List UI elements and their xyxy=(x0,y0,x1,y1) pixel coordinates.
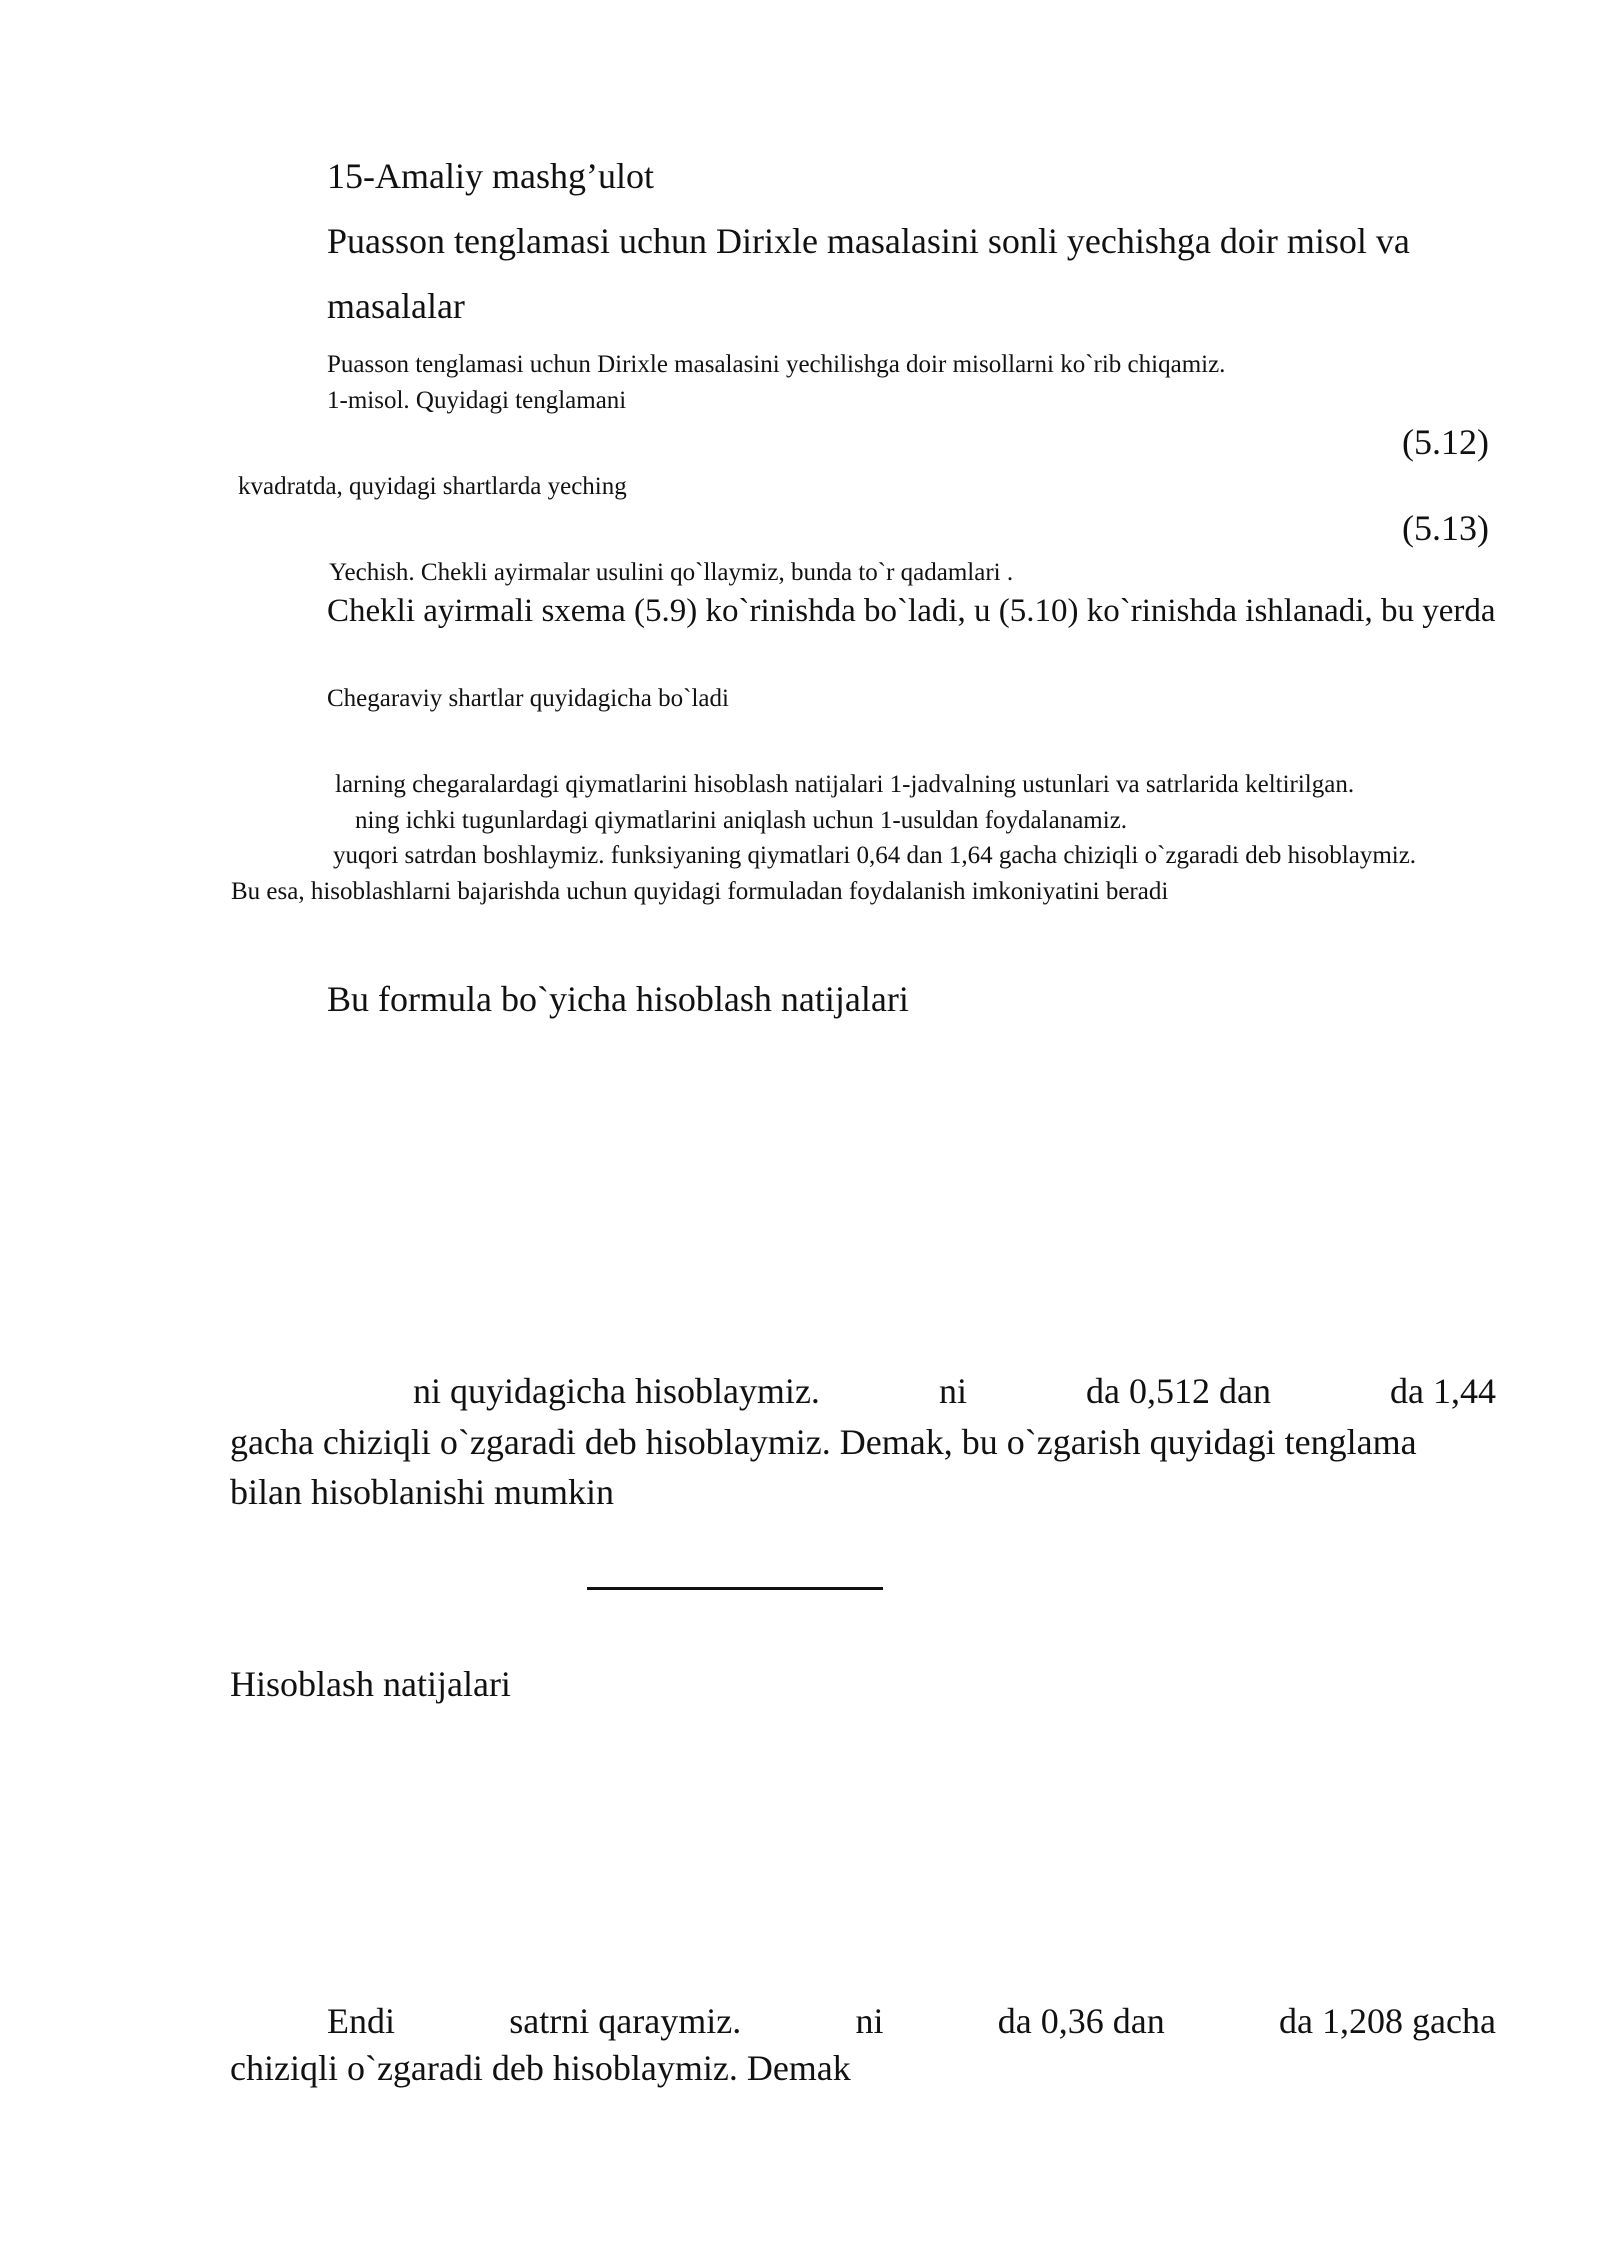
fraction-line xyxy=(587,1587,883,1590)
row2-part-4: da 0,36 dan xyxy=(997,2001,1165,2041)
calculation-row-2 xyxy=(327,2003,1496,2039)
formula-usage-text: Bu esa, hisoblashlarni bajarishda uchun quyidagi formuladan foydalanish imkoniyatini beradi xyxy=(231,878,1169,905)
linear-change-text: gacha chiziqli o`zgaradi deb hisoblaymiz. Demak, bu o`zgarish quyidagi tenglama xyxy=(230,1422,1417,1462)
solution-paragraph: Yechish. Chekli ayirmalar usulini qo`llaymiz, bunda to`r qadamlari . xyxy=(329,559,1014,586)
row1-part-2: ni xyxy=(938,1371,967,1411)
page-title: 15-Amaliy mashg’ulot xyxy=(327,156,654,196)
row1-part-3: da 0,512 dan xyxy=(1086,1371,1271,1411)
inner-nodes-text: ning ichki tugunlardagi qiymatlarini aniqlash uchun 1-usuldan foydalanamiz. xyxy=(355,807,1128,834)
scheme-paragraph: Chekli ayirmali sxema (5.9) ko`rinishda bo`ladi, u (5.10) ko`rinishda ishlanadi, bu yerda xyxy=(327,593,1496,629)
top-row-text: yuqori satrdan boshlaymiz. funksiyaning qiymatlari 0,64 dan 1,64 gacha chiziqli o`zgaradi deb hisoblaymiz. xyxy=(333,842,1417,869)
formula-results-heading: Bu formula bo`yicha hisoblash natijalari xyxy=(327,979,909,1019)
row2-part-3: ni xyxy=(855,2001,884,2041)
equation-number-5-12: (5.12) xyxy=(1402,422,1489,462)
row2-part-1: Endi xyxy=(327,2001,395,2041)
results-heading: Hisoblash natijalari xyxy=(230,1664,511,1704)
computed-by-text: bilan hisoblanishi mumkin xyxy=(230,1472,614,1512)
row1-part-1: ni quyidagicha hisoblaymiz. xyxy=(413,1371,820,1411)
boundary-conditions-text: Chegaraviy shartlar quyidagicha bo`ladi xyxy=(327,685,729,712)
row2-part-2: satrni qaraymiz. xyxy=(509,2001,742,2041)
final-paragraph: chiziqli o`zgaradi deb hisoblaymiz. Demak xyxy=(230,2048,851,2088)
subtitle-line-2: masalalar xyxy=(327,286,465,326)
square-condition-text: kvadratda, quyidagi shartlarda yeching xyxy=(238,473,627,500)
boundary-values-text: larning chegaralardagi qiymatlarini hisoblash natijalari 1-jadvalning ustunlari va satrlarida keltirilgan. xyxy=(335,771,1355,798)
example-label: 1-misol. Quyidagi tenglamani xyxy=(327,387,627,414)
equation-number-5-13: (5.13) xyxy=(1402,508,1489,548)
subtitle-line-1: Puasson tenglamasi uchun Dirixle masalasini sonli yechishga doir misol va xyxy=(327,221,1410,261)
intro-paragraph: Puasson tenglamasi uchun Dirixle masalasini yechilishga doir misollarni ko`rib chiqamiz. xyxy=(327,351,1226,378)
calculation-row-1 xyxy=(413,1373,1496,1409)
row2-part-5: da 1,208 gacha xyxy=(1279,2001,1496,2041)
row1-part-4: da 1,44 xyxy=(1390,1371,1496,1411)
